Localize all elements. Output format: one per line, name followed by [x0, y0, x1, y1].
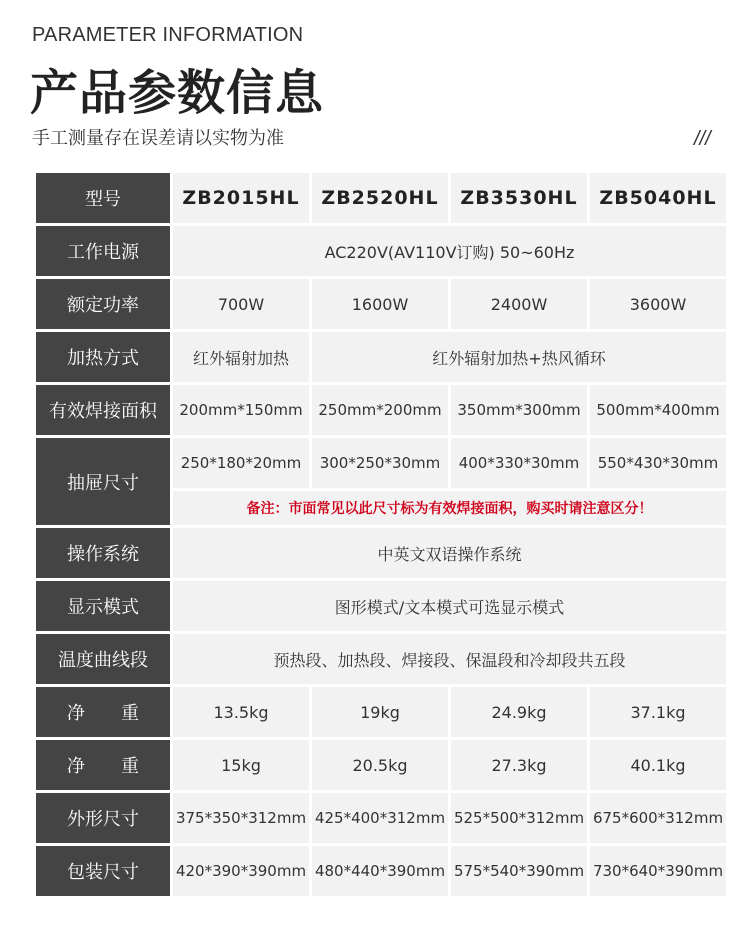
- curve-value: 预热段、加热段、焊接段、保温段和冷却段共五段: [173, 634, 726, 684]
- row-label-power-supply: 工作电源: [36, 226, 170, 276]
- package-value: 420*390*390mm: [173, 846, 309, 896]
- net-weight-value: 37.1kg: [590, 687, 726, 737]
- model-name: ZB5040HL: [590, 173, 726, 223]
- row-label-heating: 加热方式: [36, 332, 170, 382]
- model-name: ZB3530HL: [451, 173, 587, 223]
- row-label-model: 型号: [36, 173, 170, 223]
- page-subtitle: 手工测量存在误差请以实物为准: [32, 128, 284, 149]
- weld-area-value: 250mm*200mm: [312, 385, 448, 435]
- power-supply-value: AC220V(AV110V订购) 50~60Hz: [173, 226, 726, 276]
- net-weight-value: 13.5kg: [173, 687, 309, 737]
- os-value: 中英文双语操作系统: [173, 528, 726, 578]
- dimensions-value: 425*400*312mm: [312, 793, 448, 843]
- row-label-drawer: 抽屉尺寸: [36, 438, 170, 525]
- row-label-rated-power: 额定功率: [36, 279, 170, 329]
- spec-table: [36, 173, 726, 896]
- net-weight-value: 24.9kg: [451, 687, 587, 737]
- package-value: 480*440*390mm: [312, 846, 448, 896]
- eyebrow-text: PARAMETER INFORMATION: [32, 24, 304, 46]
- dimensions-value: 375*350*312mm: [173, 793, 309, 843]
- display-value: 图形模式/文本模式可选显示模式: [173, 581, 726, 631]
- net-weight-value: 19kg: [312, 687, 448, 737]
- row-label-dimensions: 外形尺寸: [36, 793, 170, 843]
- row-label-display: 显示模式: [36, 581, 170, 631]
- row-label-net-weight: 净 重: [36, 687, 170, 737]
- rated-power-value: 700W: [173, 279, 309, 329]
- row-label-curve: 温度曲线段: [36, 634, 170, 684]
- rated-power-value: 2400W: [451, 279, 587, 329]
- weld-area-value: 500mm*400mm: [590, 385, 726, 435]
- page-title: 产品参数信息: [30, 65, 325, 121]
- net-weight-2-value: 15kg: [173, 740, 309, 790]
- dimensions-value: 525*500*312mm: [451, 793, 587, 843]
- drawer-size-value: 250*180*20mm: [173, 438, 309, 488]
- net-weight-2-value: 27.3kg: [451, 740, 587, 790]
- row-label-os: 操作系统: [36, 528, 170, 578]
- weld-area-value: 350mm*300mm: [451, 385, 587, 435]
- package-value: 575*540*390mm: [451, 846, 587, 896]
- model-name: ZB2520HL: [312, 173, 448, 223]
- row-label-weld-area: 有效焊接面积: [36, 385, 170, 435]
- net-weight-2-value: 40.1kg: [590, 740, 726, 790]
- heating-value-first: 红外辐射加热: [173, 332, 309, 382]
- dimensions-value: 675*600*312mm: [590, 793, 726, 843]
- heating-value-others: 红外辐射加热+热风循环: [312, 332, 726, 382]
- weld-area-value: 200mm*150mm: [173, 385, 309, 435]
- slash-decoration: ///: [694, 128, 711, 150]
- drawer-size-value: 400*330*30mm: [451, 438, 587, 488]
- row-label-package: 包装尺寸: [36, 846, 170, 896]
- drawer-size-value: 550*430*30mm: [590, 438, 726, 488]
- rated-power-value: 1600W: [312, 279, 448, 329]
- model-name: ZB2015HL: [173, 173, 309, 223]
- drawer-size-value: 300*250*30mm: [312, 438, 448, 488]
- row-label-net-weight-2: 净 重: [36, 740, 170, 790]
- drawer-note: 备注：市面常见以此尺寸标为有效焊接面积，购买时请注意区分！: [173, 491, 726, 525]
- rated-power-value: 3600W: [590, 279, 726, 329]
- package-value: 730*640*390mm: [590, 846, 726, 896]
- net-weight-2-value: 20.5kg: [312, 740, 448, 790]
